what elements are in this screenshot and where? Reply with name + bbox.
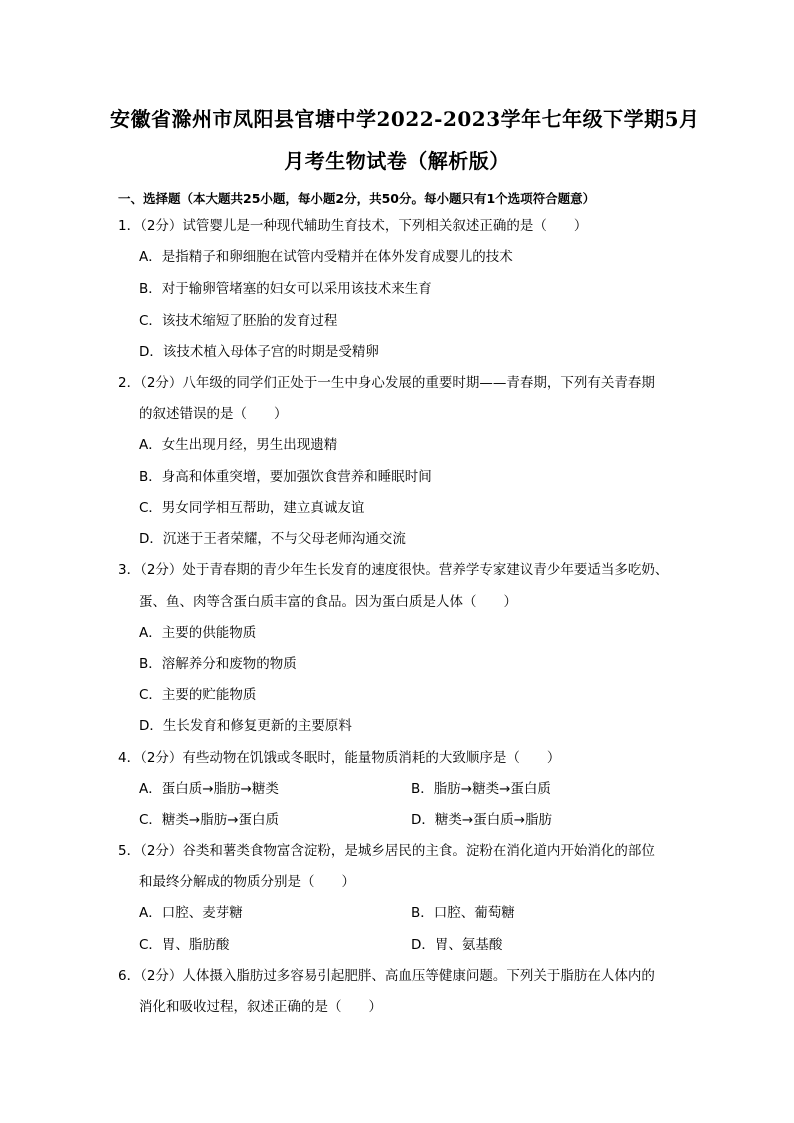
question-6-stem: 6．（2分）人体摄入脂肪过多容易引起肥胖、高血压等健康问题。下列关于脂肪在人体内的: [118, 968, 655, 984]
question-2-option-d: D．沉迷于王者荣耀，不与父母老师沟通交流: [139, 531, 406, 547]
question-5-option-a: A．口腔、麦芽糖: [139, 905, 243, 921]
question-3-stem-cont: 蛋、鱼、肉等含蛋白质丰富的食品。因为蛋白质是人体（ ）: [139, 594, 517, 610]
question-1-option-c: C．该技术缩短了胚胎的发育过程: [139, 313, 338, 329]
question-3-option-b: B．溶解养分和废物的物质: [139, 656, 297, 672]
question-2-option-b: B．身高和体重突增，要加强饮食营养和睡眠时间: [139, 469, 432, 485]
question-5-option-b: B．口腔、葡萄糖: [411, 905, 515, 921]
question-2-stem: 2．（2分）八年级的同学们正处于一生中身心发展的重要时期——青春期，下列有关青春期: [118, 375, 655, 391]
question-3-option-d: D．生长发育和修复更新的主要原料: [139, 718, 352, 734]
page-title-line-2: 月考生物试卷（解析版）: [284, 149, 510, 173]
section-heading: 一、选择题（本大题共25小题，每小题2分，共50分。每小题只有1个选项符合题意）: [118, 191, 596, 206]
question-4-option-c: C．糖类→脂肪→蛋白质: [139, 812, 280, 828]
question-1-option-a: A．是指精子和卵细胞在试管内受精并在体外发育成婴儿的技术: [139, 249, 513, 265]
question-1-stem: 1．（2分）试管婴儿是一种现代辅助生育技术，下列相关叙述正确的是（ ）: [118, 218, 588, 234]
question-3-option-a: A．主要的供能物质: [139, 625, 257, 641]
question-4-option-b: B．脂肪→糖类→蛋白质: [411, 781, 551, 797]
question-4-stem: 4．（2分）有些动物在饥饿或冬眠时，能量物质消耗的大致顺序是（ ）: [118, 750, 561, 766]
question-5-stem-cont: 和最终分解成的物质分别是（ ）: [139, 874, 355, 890]
question-2-stem-cont: 的叙述错误的是（ ）: [139, 406, 288, 422]
question-5-option-d: D．胃、氨基酸: [411, 937, 503, 953]
question-6-stem-cont: 消化和吸收过程，叙述正确的是（ ）: [139, 999, 382, 1015]
question-1-option-b: B．对于输卵管堵塞的妇女可以采用该技术来生育: [139, 281, 432, 297]
question-2-option-a: A．女生出现月经，男生出现遗精: [139, 437, 338, 453]
question-1-option-d: D．该技术植入母体子宫的时期是受精卵: [139, 344, 379, 360]
question-3-option-c: C．主要的贮能物质: [139, 687, 257, 703]
question-5-option-c: C．胃、脂肪酸: [139, 937, 230, 953]
question-4-option-a: A．蛋白质→脂肪→糖类: [139, 781, 279, 797]
question-4-option-d: D．糖类→蛋白质→脂肪: [411, 812, 553, 828]
question-5-stem: 5．（2分）谷类和薯类食物富含淀粉，是城乡居民的主食。淀粉在消化道内开始消化的部位: [118, 843, 655, 859]
page-title-line-1: 安徽省滁州市凤阳县官塘中学2022-2023学年七年级下学期5月: [110, 107, 700, 131]
question-2-option-c: C．男女同学相互帮助，建立真诚友谊: [139, 500, 365, 516]
question-3-stem: 3．（2分）处于青春期的青少年生长发育的速度很快。营养学专家建议青少年要适当多吃奶、: [118, 562, 669, 578]
